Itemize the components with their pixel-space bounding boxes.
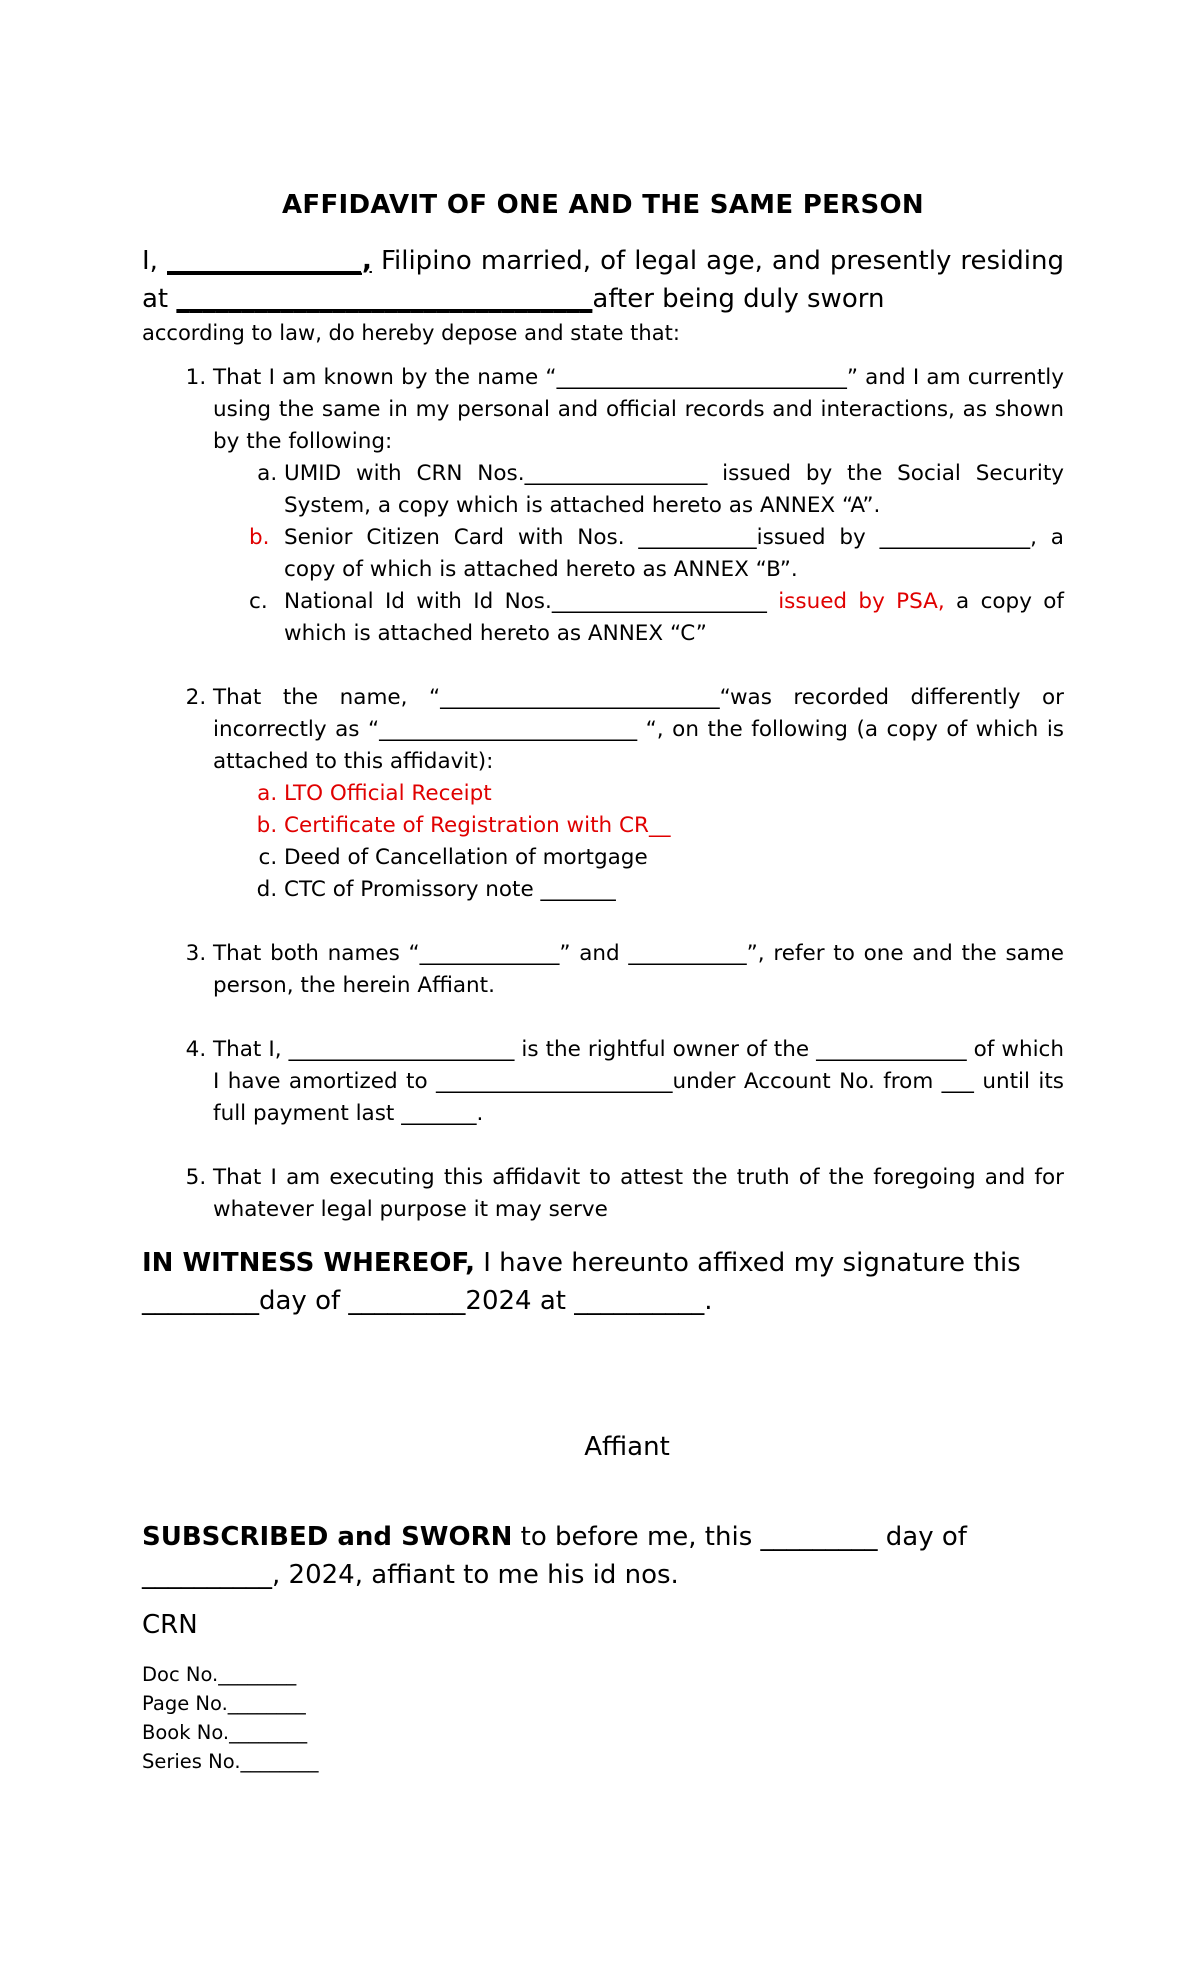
statement-3: 3. That both names “_____________” and ___________”, refer to one and the same person, the herein Affiant. bbox=[213, 938, 1064, 1002]
name-blank: _______________, bbox=[167, 246, 372, 276]
document-ctc-promissory: d. CTC of Promissory note _______ bbox=[284, 874, 1064, 906]
intro-start: I, bbox=[142, 246, 167, 276]
intro-paragraph bbox=[142, 242, 1064, 318]
statement-5: 5. That I am executing this affidavit to attest the truth of the foregoing and for whatever legal purpose it may serve bbox=[213, 1162, 1064, 1226]
witness-text: I have hereunto affixed my signature this _________day of _________2024 at __________. bbox=[142, 1248, 1021, 1316]
witness-paragraph bbox=[142, 1244, 1064, 1320]
document-national-id bbox=[249, 586, 1064, 650]
intro-sworn: after being duly sworn bbox=[592, 284, 885, 314]
sub-b-marker: b. bbox=[249, 525, 270, 550]
statement-2-documents bbox=[213, 778, 1064, 906]
statement-1 bbox=[213, 362, 1064, 650]
statement-2 bbox=[213, 682, 1064, 906]
subscribed-text: to before me, this _________ day of __________, 2024, affiant to me his id nos. bbox=[142, 1522, 967, 1590]
subscribed-paragraph bbox=[142, 1518, 1064, 1594]
document-certificate-registration: b. Certificate of Registration with CR__ bbox=[284, 810, 1064, 842]
document-deed-cancellation: c. Deed of Cancellation of mortgage bbox=[284, 842, 1064, 874]
doc-no: Doc No.________ bbox=[142, 1663, 297, 1686]
document-lto-receipt: a. LTO Official Receipt bbox=[284, 778, 1064, 810]
sub-c-marker: c. bbox=[249, 589, 268, 614]
notarial-entries bbox=[142, 1660, 319, 1776]
statement-4: 4. That I, _____________________ is the rightful owner of the ______________ of which I have amortized to ______________________under Account No. from ___ until its full payment last _______. bbox=[213, 1034, 1064, 1130]
subscribed-heading: SUBSCRIBED and SWORN bbox=[142, 1522, 513, 1552]
document-title: AFFIDAVIT OF ONE AND THE SAME PERSON bbox=[281, 190, 924, 220]
statement-2-text: That the name, “__________________________“was recorded differently or incorrectly as “________________________ “, on the following (a copy of which is attached to this affidavit): bbox=[213, 685, 1064, 774]
address-blank: ________________________________ bbox=[176, 284, 593, 314]
statement-list bbox=[142, 362, 1064, 1226]
intro-depose: according to law, do hereby depose and state that: bbox=[142, 321, 680, 345]
crn-label: CRN bbox=[142, 1610, 198, 1640]
document-umid: a. UMID with CRN Nos._________________ issued by the Social Security System, a copy which is attached hereto as ANNEX “A”. bbox=[284, 458, 1064, 522]
intro-rest: Filipino married, of legal age, and presently residing at bbox=[142, 246, 1064, 314]
document-senior-card-text: Senior Citizen Card with Nos. ___________issued by ______________, a copy of which is attached hereto as ANNEX “B”. bbox=[284, 525, 1064, 582]
page-no: Page No.________ bbox=[142, 1692, 306, 1715]
document-national-id-text: National Id with Id Nos.____________________ bbox=[284, 589, 779, 614]
issued-by-psa: issued by PSA, bbox=[778, 589, 945, 614]
affidavit-content bbox=[142, 190, 1064, 1773]
statement-1-text: That I am known by the name “___________________________” and I am currently using the same in my personal and official records and interactions, as shown by the following: bbox=[213, 365, 1064, 454]
document-senior-card bbox=[249, 522, 1064, 586]
statements bbox=[142, 362, 1064, 1226]
book-no: Book No.________ bbox=[142, 1721, 308, 1744]
statement-1-documents bbox=[213, 458, 1064, 650]
series-no: Series No.________ bbox=[142, 1750, 319, 1773]
document-national-id-annex: a copy of which is attached hereto as ANNEX “C” bbox=[284, 589, 1064, 646]
affiant-label: Affiant bbox=[584, 1432, 670, 1462]
witness-heading: IN WITNESS WHEREOF, bbox=[142, 1248, 475, 1278]
